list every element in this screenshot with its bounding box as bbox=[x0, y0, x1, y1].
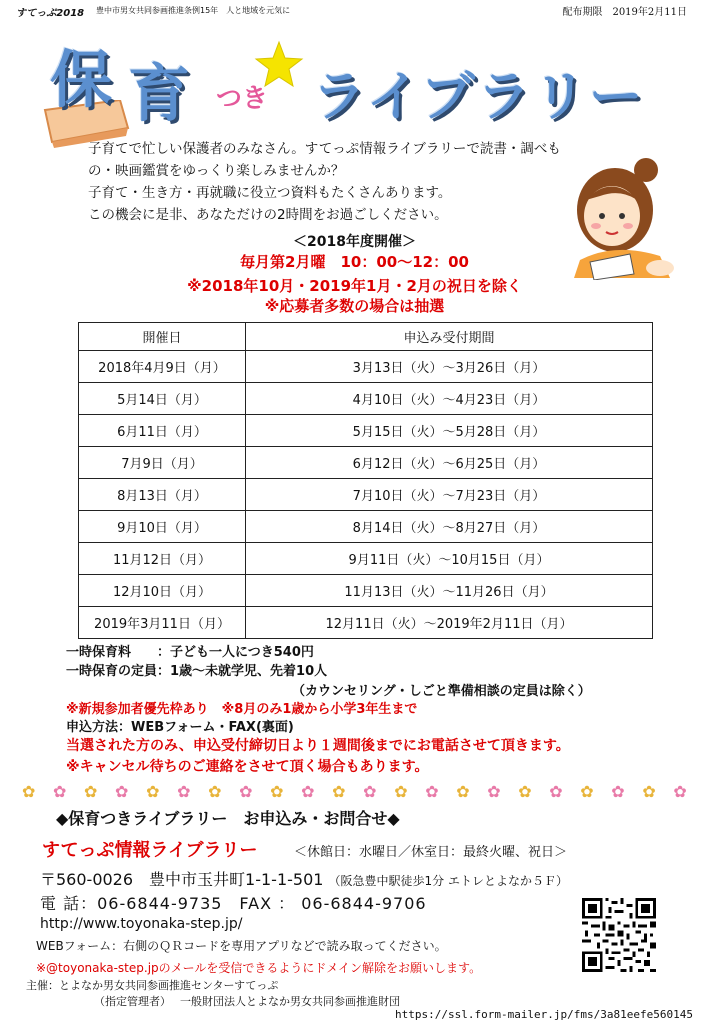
childcare-capacity: 一時保育の定員：1歳～未就学児、先着10人 bbox=[66, 664, 328, 679]
distribution-deadline: 配布期限 2019年2月11日 bbox=[562, 7, 687, 18]
table-row bbox=[79, 351, 653, 383]
table-row bbox=[79, 447, 653, 479]
application-period: 3月13日（火）～3月26日（月） bbox=[246, 351, 653, 383]
intro-line: の・映画鑑賞をゆっくり楽しみませんか？ bbox=[88, 163, 345, 179]
header-period: 申込み受付期間 bbox=[246, 323, 653, 351]
flower-icon: ✿ bbox=[549, 782, 563, 801]
qr-code-icon[interactable] bbox=[582, 898, 656, 972]
organization-name: すてっぷ情報ライブラリー bbox=[42, 840, 258, 861]
event-date: 11月12日（月） bbox=[79, 543, 246, 575]
title-part1: 保 bbox=[50, 43, 113, 116]
header-date: 開催日 bbox=[79, 323, 246, 351]
event-date: 5月14日（月） bbox=[79, 383, 246, 415]
title-part3: ライブラリー bbox=[312, 65, 645, 128]
event-date: 9月10日（月） bbox=[79, 511, 246, 543]
flower-icon: ✿ bbox=[239, 782, 253, 801]
flower-icon: ✿ bbox=[332, 782, 346, 801]
flower-icon: ✿ bbox=[487, 782, 501, 801]
table-row bbox=[79, 479, 653, 511]
domain-note: ※@toyonaka-step.jpのメールを受信できるようにドメイン解除をお願いします。 bbox=[36, 961, 482, 975]
header-subtitle: 豊中市男女共同参画推進条例15年 人と地域を元気に bbox=[96, 6, 291, 15]
event-date: 12月10日（月） bbox=[79, 575, 246, 607]
childcare-fee: 一時保育料 ：子ども一人につき540円 bbox=[66, 645, 314, 660]
flower-icon: ✿ bbox=[270, 782, 284, 801]
flower-icon: ✿ bbox=[425, 782, 439, 801]
flower-divider bbox=[22, 782, 687, 802]
application-period: 7月10日（火）～7月23日（月） bbox=[246, 479, 653, 511]
flower-icon: ✿ bbox=[363, 782, 377, 801]
application-period: 4月10日（火）～4月23日（月） bbox=[246, 383, 653, 415]
table-row bbox=[79, 543, 653, 575]
flower-icon: ✿ bbox=[22, 782, 36, 801]
flower-icon: ✿ bbox=[53, 782, 67, 801]
event-date: 2019年3月11日（月） bbox=[79, 607, 246, 639]
intro-line: この機会に是非、あなただけの2時間をお過ごしください。 bbox=[88, 207, 448, 223]
form-url[interactable]: https://ssl.form-mailer.jp/fms/3a81eefe560145 bbox=[394, 1008, 693, 1021]
table-row bbox=[79, 511, 653, 543]
flower-icon: ✿ bbox=[673, 782, 687, 801]
flower-icon: ✿ bbox=[611, 782, 625, 801]
flower-icon: ✿ bbox=[177, 782, 191, 801]
event-date: 2018年4月9日（月） bbox=[79, 351, 246, 383]
application-method: 申込方法：WEBフォーム・FAX(裏面) bbox=[66, 720, 294, 735]
web-form-note: WEBフォーム：右側のＱＲコードを専用アプリなどで読み取ってください。 bbox=[36, 939, 447, 953]
table-row bbox=[79, 575, 653, 607]
title-part2: 育 bbox=[128, 57, 191, 130]
flower-icon: ✿ bbox=[301, 782, 315, 801]
sponsor: 主催：とよなか男女共同参画推進センターすてっぷ bbox=[26, 979, 279, 992]
flower-icon: ✿ bbox=[84, 782, 98, 801]
capacity-note: （カウンセリング・しごと準備相談の定員は除く） bbox=[292, 684, 591, 699]
schedule-exclusion: ※2018年10月・2019年1月・2月の祝日を除く bbox=[187, 277, 522, 295]
table-row bbox=[79, 415, 653, 447]
event-date: 6月11日（月） bbox=[79, 415, 246, 447]
flower-icon: ✿ bbox=[146, 782, 160, 801]
table-row bbox=[79, 607, 653, 639]
waitlist-notice: ※キャンセル待ちのご連絡をさせて頂く場合もあります。 bbox=[66, 759, 429, 775]
event-date: 8月13日（月） bbox=[79, 479, 246, 511]
designated-manager: （指定管理者） 一般財団法人とよなか男女共同参画推進財団 bbox=[94, 995, 400, 1008]
flower-icon: ✿ bbox=[208, 782, 222, 801]
flower-icon: ✿ bbox=[518, 782, 532, 801]
flower-icon: ✿ bbox=[456, 782, 470, 801]
flower-icon: ✿ bbox=[580, 782, 594, 801]
page-title bbox=[40, 30, 680, 140]
application-period: 11月13日（火）～11月26日（月） bbox=[246, 575, 653, 607]
event-date: 7月9日（月） bbox=[79, 447, 246, 479]
flower-icon: ✿ bbox=[642, 782, 656, 801]
website-link[interactable]: http://www.toyonaka-step.jp/ bbox=[40, 916, 243, 932]
schedule-time: 毎月第2月曜 10：00～12：00 bbox=[240, 253, 469, 271]
phone-fax: 電 話：06-6844-9735 FAX ： 06-6844-9706 bbox=[40, 894, 427, 913]
flower-icon: ✿ bbox=[115, 782, 129, 801]
series-label: すてっぷ2018 bbox=[16, 8, 85, 19]
intro-line: 子育て・生き方・再就職に役立つ資料もたくさんあります。 bbox=[88, 185, 452, 201]
application-period: 12月11日（火）～2019年2月11日（月） bbox=[246, 607, 653, 639]
flower-icon: ✿ bbox=[394, 782, 408, 801]
schedule-table bbox=[78, 322, 653, 639]
priority-note: ※新規参加者優先枠あり ※8月のみ1歳から小学3年生まで bbox=[66, 702, 418, 717]
winner-notice: 当選された方のみ、申込受付締切日より１週間後までにお電話させて頂きます。 bbox=[66, 738, 570, 754]
intro-line: 子育てで忙しい保護者のみなさん。すてっぷ情報ライブラリーで読書・調べも bbox=[88, 141, 561, 157]
schedule-lottery: ※応募者多数の場合は抽選 bbox=[264, 297, 445, 315]
holiday-info: ＜休館日：水曜日／休室日：最終火曜、祝日＞ bbox=[294, 845, 568, 860]
table-header-row bbox=[79, 323, 653, 351]
schedule-year: ＜2018年度開催＞ bbox=[293, 234, 416, 250]
address-main: 〒560-0026 豊中市玉井町1-1-1-501 bbox=[40, 870, 324, 889]
contact-heading: ◆保育つきライブラリー お申込み・お問合せ◆ bbox=[56, 809, 400, 828]
application-period: 6月12日（火）～6月25日（月） bbox=[246, 447, 653, 479]
address bbox=[40, 867, 568, 890]
application-period: 8月14日（火）～8月27日（月） bbox=[246, 511, 653, 543]
address-note: （阪急豊中駅徒歩1分 エトレとよなか５Ｆ） bbox=[328, 874, 568, 888]
application-period: 9月11日（火）～10月15日（月） bbox=[246, 543, 653, 575]
application-period: 5月15日（火）～5月28日（月） bbox=[246, 415, 653, 447]
table-row bbox=[79, 383, 653, 415]
title-tsuki: つき bbox=[216, 84, 269, 114]
